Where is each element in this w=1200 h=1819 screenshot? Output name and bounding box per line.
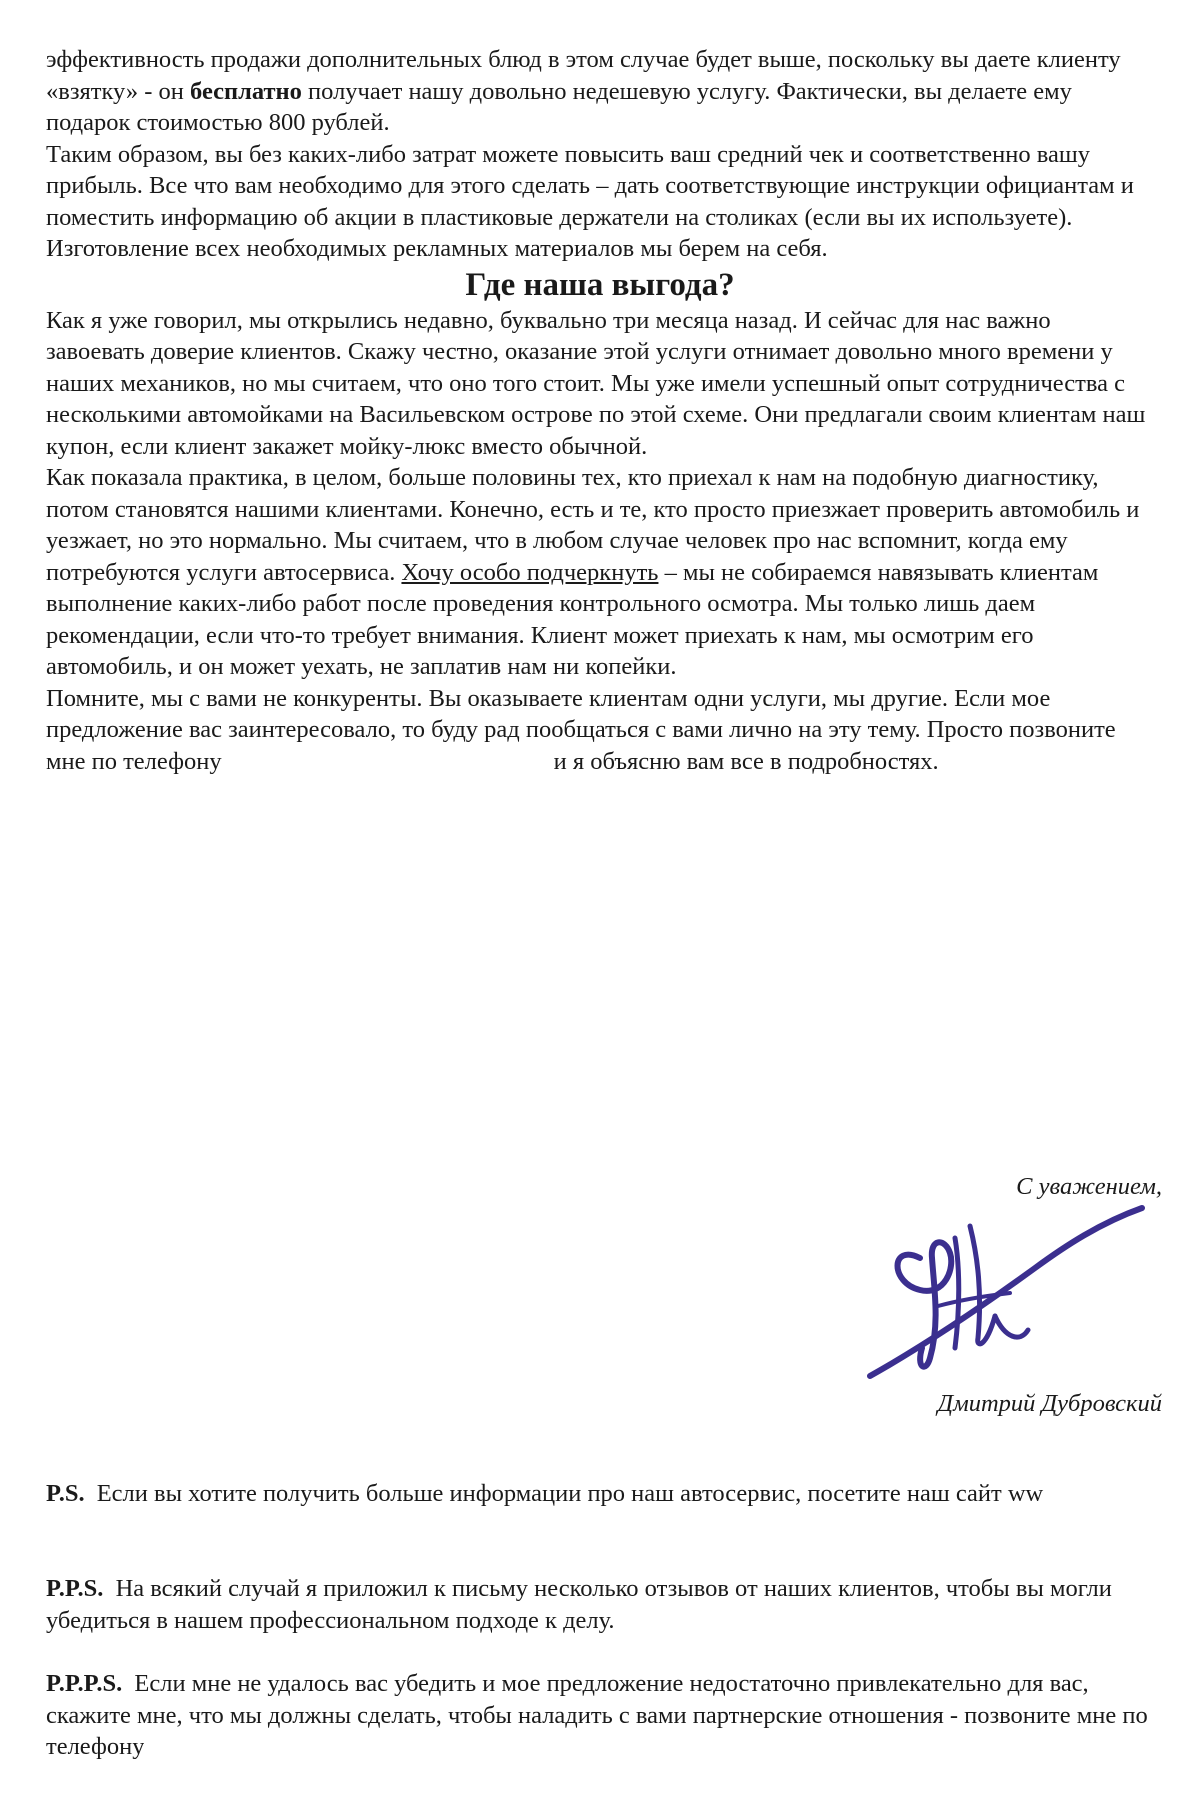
signature-stroke-cross bbox=[938, 1293, 1010, 1306]
paragraph-2: Таким образом, вы без каких-либо затрат можете повысить ваш средний чек и соответственно вашу прибыль. Все что вам необходимо для этого сделать – дать соответствующие инструкции официантам и поместить информацию об акции в пластиковые держатели на столиках (если вы их используете). Изготовление всех необходимых рекламных материалов мы берем на себя. bbox=[46, 140, 1134, 262]
paragraph-4 bbox=[46, 462, 1154, 683]
pps-label: P.P.S. bbox=[46, 1575, 104, 1602]
redacted-website bbox=[46, 1516, 206, 1538]
paragraph-3: Как я уже говорил, мы открылись недавно, буквально три месяца назад. И сейчас для нас важно завоевать доверие клиентов. Скажу честно, оказание этой услуги отнимает довольно много времени у наших механиков, но мы считаем, что оно того стоит. Мы уже имели успешный опыт сотрудничества с несколькими автомойками на Васильевском острове по этой схеме. Они предлагали своим клиентам наш купон, если клиент закажет мойку-люкс вместо обычной. bbox=[46, 306, 1146, 460]
ppps-label: P.P.P.S. bbox=[46, 1670, 123, 1697]
signer-name: Дмитрий Дубровский bbox=[937, 1390, 1162, 1417]
redacted-phone bbox=[222, 751, 554, 775]
signature-stroke-t1 bbox=[955, 1238, 959, 1348]
ppps-text: Если мне не удалось вас убедить и мое предложение недостаточно привлекательно для вас, скажите мне, что мы должны сделать, чтобы наладить с вами партнерские отношения - позвоните мне по телефону bbox=[46, 1670, 1148, 1760]
ppps-paragraph bbox=[46, 1668, 1154, 1763]
pps-paragraph bbox=[46, 1573, 1154, 1636]
paragraph-1-bold: бесплатно bbox=[190, 77, 302, 105]
paragraph-5-text-a: Помните, мы с вами не конкуренты. Вы оказываете клиентам одни услуги, мы другие. Если мое предложение вас заинтересовало, то буду рад пообщаться с вами лично на эту тему. Просто позвоните мне по телефону bbox=[46, 684, 1116, 775]
signature-stroke-hook bbox=[995, 1316, 1028, 1337]
redacted-phone-2 bbox=[144, 1737, 264, 1759]
paragraph-4-underlined: Хочу особо подчеркнуть bbox=[401, 558, 659, 586]
ps-paragraph bbox=[46, 1478, 1154, 1541]
paragraph-4-text-b: – мы не собираемся навязывать клиентам выполнение каких-либо работ после проведения контрольного осмотра. Мы только лишь даем рекомендации, если что-то требует внимания. Клиент может приехать к нам, мы осмотрим его автомобиль, и он может уехать, не заплатив нам ни копейки. bbox=[46, 558, 1099, 680]
paragraph-1-text-a: эффективность продажи дополнительных блюд в этом случае будет выше, поскольку вы даете клиенту «взятку» - он bbox=[46, 46, 1121, 105]
pps-text: На всякий случай я приложил к письму несколько отзывов от наших клиентов, чтобы вы могли убедиться в нашем профессиональном подходе к делу. bbox=[46, 1575, 1112, 1634]
closing-phrase: С уважением, bbox=[1016, 1173, 1162, 1200]
ps-label: P.S. bbox=[46, 1480, 85, 1507]
section-heading: Где наша выгода? bbox=[465, 266, 735, 303]
postscript-block bbox=[46, 1478, 1154, 1795]
paragraph-5 bbox=[46, 683, 1154, 778]
ps-text: Если вы хотите получить больше информации про наш автосервис, посетите наш сайт ww bbox=[96, 1480, 1044, 1507]
paragraph-1-text-b: получает нашу довольно недешевую услугу. Фактически, вы делаете ему подарок стоимостью 800 рублей. bbox=[46, 77, 1072, 136]
paragraph-5-text-b: и я объясню вам все в подробностях. bbox=[553, 747, 939, 775]
signature-stroke-t2 bbox=[970, 1226, 995, 1344]
paragraph-1 bbox=[46, 44, 1154, 139]
paragraph-4-text-a: Как показала практика, в целом, больше половины тех, кто приехал к нам на подобную диагностику, потом становятся нашими клиентами. Конечно, есть и те, кто просто приезжает проверить автомобиль и уезжает, но это нормально. Мы считаем, что в любом случае человек про нас вспомнит, когда ему потребуются услуги автосервиса. bbox=[46, 464, 1140, 586]
signature-image bbox=[860, 1198, 1150, 1398]
